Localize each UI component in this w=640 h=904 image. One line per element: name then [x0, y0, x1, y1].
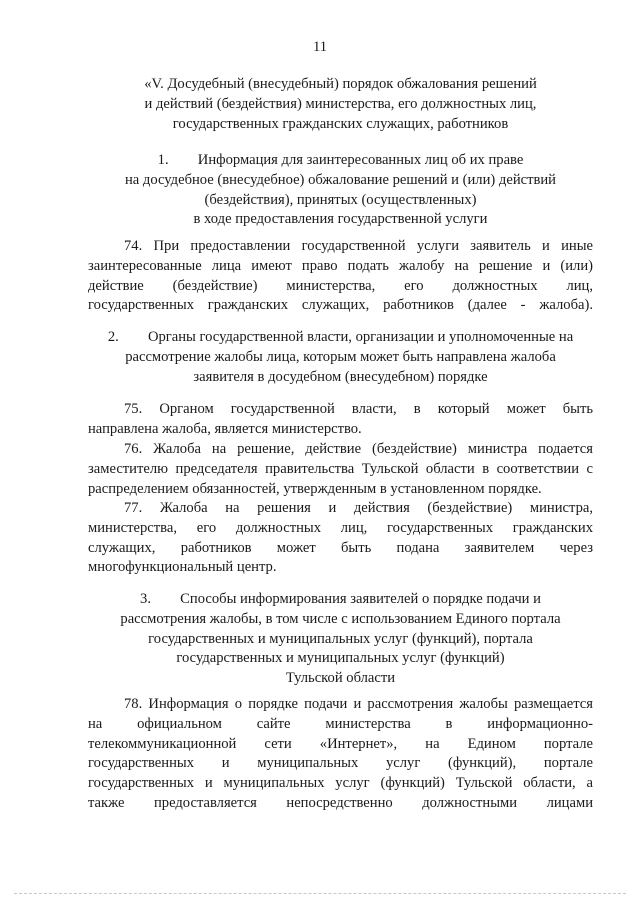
heading-line: и действий (бездействия) министерства, его должностных лиц,	[144, 95, 537, 112]
heading-line: 3. Способы информирования заявителей о порядке подачи и	[140, 591, 541, 607]
heading-line: в ходе предоставления государственной услуги	[193, 211, 488, 228]
heading-line: заявителя в досудебном (внесудебном) порядке	[193, 368, 488, 385]
paragraph-line: 75. Органом государственной власти, в который может быть	[124, 401, 593, 417]
subsection-1-heading	[88, 151, 593, 230]
heading-line: на досудебное (внесудебное) обжалование решений и (или) действий	[124, 171, 556, 188]
heading-line: «V. Досудебный (внесудебный) порядок обжалования решений	[144, 76, 537, 92]
page-number: 11	[312, 39, 328, 55]
paragraph-76	[88, 440, 593, 499]
paragraph-line: многофункциональный центр.	[88, 559, 277, 576]
paragraph-line: заинтересованные лица имеют право подать жалобу на решение и (или)	[88, 257, 593, 274]
paragraph-line: распределением обязанностей, утвержденным в установленном порядке.	[88, 480, 542, 497]
section-v-heading	[88, 75, 593, 134]
paragraph-line: действие (бездействие) министерства, его должностных лиц,	[88, 277, 593, 294]
heading-line: (бездействия), принятых (осуществленных)	[204, 191, 477, 208]
paragraph-line: 77. Жалоба на решения и действия (бездействие) министра,	[124, 500, 593, 516]
paragraph-line: министерства, его должностных лиц, государственных гражданских	[88, 519, 593, 536]
heading-line: государственных гражданских служащих, работников	[172, 115, 509, 132]
paragraph-line: государственных гражданских служащих, работников (далее - жалоба).	[88, 297, 593, 314]
paragraph-line: 76. Жалоба на решение, действие (бездействие) министра подается	[124, 441, 593, 457]
heading-line: государственных и муниципальных услуг (функций)	[176, 650, 505, 667]
subsection-3-heading	[88, 590, 593, 689]
paragraph-77	[88, 499, 593, 578]
paragraph-74	[88, 237, 593, 316]
scan-edge-divider	[14, 893, 626, 894]
paragraph-line: на официальном сайте министерства в информационно-	[88, 715, 593, 732]
heading-line: рассмотрения жалобы, в том числе с использованием Единого портала	[120, 610, 561, 627]
paragraph-78	[88, 695, 593, 814]
paragraph-line: направлена жалоба, является министерство.	[88, 420, 362, 437]
heading-line: рассмотрение жалобы лица, которым может быть направлена жалоба	[125, 348, 556, 365]
paragraph-line: служащих, работников может быть подана заявителем через	[88, 539, 593, 556]
paragraph-line: государственных и муниципальных услуг (функций), портале	[88, 755, 593, 772]
heading-line: 2. Органы государственной власти, организации и уполномоченные на	[107, 329, 574, 345]
paragraph-line: 74. При предоставлении государственной услуги заявитель и иные	[124, 238, 593, 254]
subsection-2-heading	[88, 328, 593, 387]
paragraph-line: телекоммуникационной сети «Интернет», на Едином портале	[88, 735, 593, 752]
paragraph-line: государственных и муниципальных услуг (функций) Тульской области, а	[88, 775, 593, 792]
paragraph-line: заместителю председателя правительства Тульской области в соответствии с	[88, 460, 593, 477]
paragraph-line: 78. Информация о порядке подачи и рассмотрения жалобы размещается	[124, 696, 593, 712]
heading-line: 1. Информация для заинтересованных лиц об их праве	[157, 152, 524, 168]
paragraph-75	[88, 400, 593, 440]
paragraph-line: также предоставляется непосредственно должностными лицами	[88, 794, 593, 811]
heading-line: государственных и муниципальных услуг (функций), портала	[148, 630, 533, 647]
heading-line: Тульской области	[285, 670, 396, 687]
